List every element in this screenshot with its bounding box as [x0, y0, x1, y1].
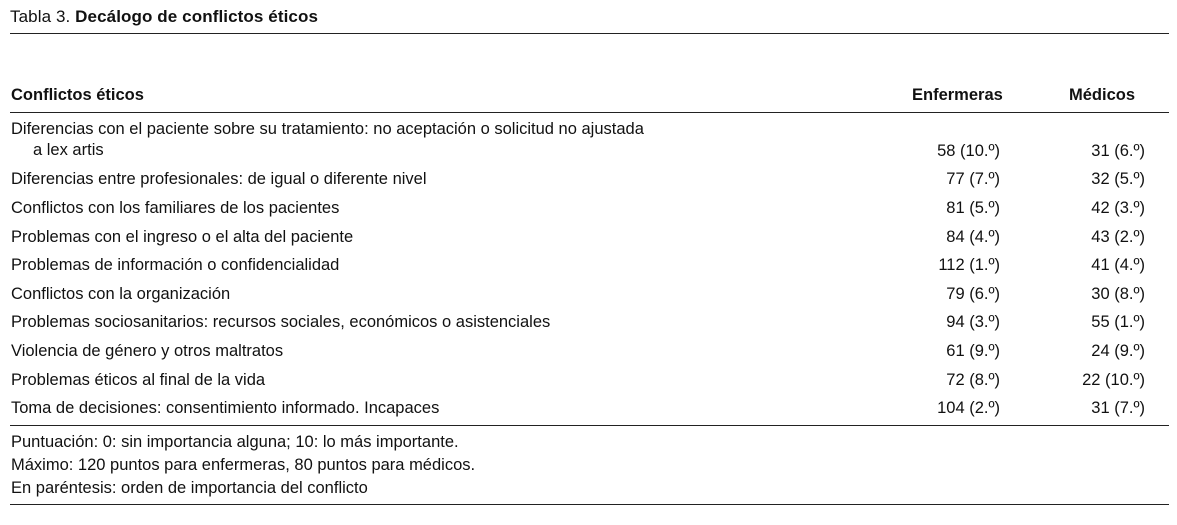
cell-nurses: 112 (1.º): [938, 256, 1000, 274]
table-row: [0, 170, 1177, 198]
table-row: [0, 120, 1177, 160]
header-concept: Conflictos éticos: [11, 86, 144, 104]
table-row: [0, 313, 1177, 341]
cell-nurses: 61 (9.º): [946, 342, 1000, 360]
header-rule: [10, 112, 1169, 113]
table-row: [0, 199, 1177, 227]
row-label: Problemas con el ingreso o el alta del paciente: [11, 228, 354, 246]
row-label: Diferencias con el paciente sobre su tratamiento: no aceptación o solicitud no ajustada: [11, 120, 644, 138]
header-doctors: Médicos: [1069, 86, 1136, 104]
cell-doctors: 31 (7.º): [1091, 399, 1145, 417]
note-scoring: Puntuación: 0: sin importancia alguna; 10: lo más importante.: [11, 433, 459, 451]
row-label: Problemas de información o confidencialidad: [11, 256, 340, 274]
cell-nurses: 72 (8.º): [946, 371, 1000, 389]
cell-nurses: 58 (10.º): [937, 142, 1000, 160]
row-label: Problemas éticos al final de la vida: [11, 371, 266, 389]
cell-doctors: 24 (9.º): [1091, 342, 1145, 360]
cell-nurses: 79 (6.º): [946, 285, 1000, 303]
cell-doctors: 22 (10.º): [1082, 371, 1145, 389]
table-row: [0, 228, 1177, 256]
table-row: [0, 399, 1177, 427]
header-nurses: Enfermeras: [912, 86, 1003, 104]
note-order: En paréntesis: orden de importancia del conflicto: [11, 479, 368, 497]
row-label: Conflictos con la organización: [11, 285, 231, 303]
table-row: [0, 256, 1177, 284]
row-label: Problemas sociosanitarios: recursos sociales, económicos o asistenciales: [11, 313, 551, 331]
cell-doctors: 41 (4.º): [1091, 256, 1145, 274]
bottom-rule: [10, 504, 1169, 505]
row-label: Conflictos con los familiares de los pacientes: [11, 199, 340, 217]
table-row: [0, 371, 1177, 399]
cell-doctors: 43 (2.º): [1091, 228, 1145, 246]
table-row: [0, 342, 1177, 370]
cell-nurses: 84 (4.º): [946, 228, 1000, 246]
cell-doctors: 42 (3.º): [1091, 199, 1145, 217]
cell-nurses: 94 (3.º): [946, 313, 1000, 331]
cell-doctors: 32 (5.º): [1091, 170, 1145, 188]
cell-nurses: 77 (7.º): [946, 170, 1000, 188]
note-maximum: Máximo: 120 puntos para enfermeras, 80 puntos para médicos.: [11, 456, 476, 474]
row-label: Diferencias entre profesionales: de igual o diferente nivel: [11, 170, 427, 188]
table-title-prefix: Tabla 3.: [10, 7, 71, 26]
row-label-continuation: a lex artis: [33, 141, 104, 159]
table-row: [0, 285, 1177, 313]
table-title-main: Decálogo de conflictos éticos: [75, 7, 319, 26]
cell-doctors: 55 (1.º): [1091, 313, 1145, 331]
row-label: Violencia de género y otros maltratos: [11, 342, 284, 360]
cell-doctors: 31 (6.º): [1091, 142, 1145, 160]
row-label: Toma de decisiones: consentimiento informado. Incapaces: [11, 399, 440, 417]
table-title: [10, 7, 318, 27]
cell-nurses: 81 (5.º): [946, 199, 1000, 217]
top-rule: [10, 33, 1169, 34]
body-rule: [10, 425, 1169, 426]
cell-nurses: 104 (2.º): [937, 399, 1000, 417]
cell-doctors: 30 (8.º): [1091, 285, 1145, 303]
